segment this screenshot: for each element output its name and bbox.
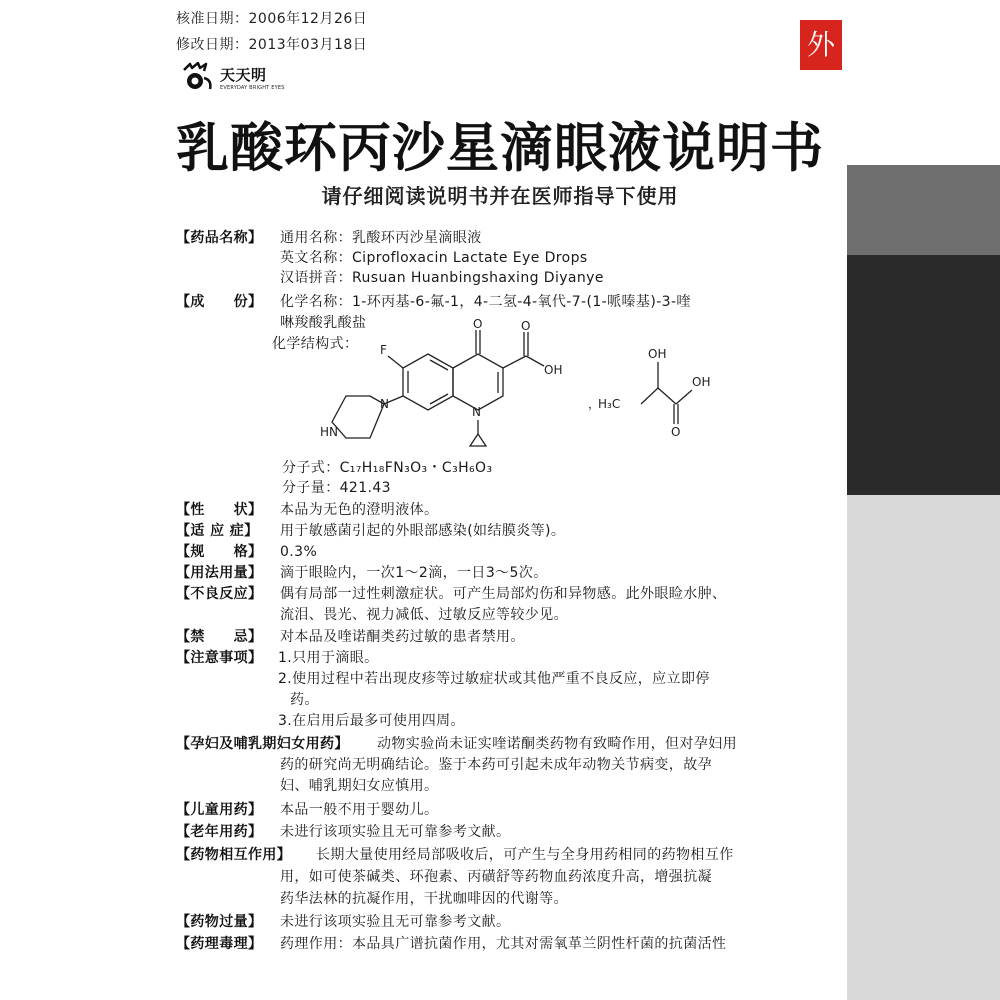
chemical-name-line1: 化学名称：1-环丙基-6-氟-1，4-二氢-4-氧代-7-(1-哌嗪基)-3-喹 xyxy=(280,294,691,310)
dosage-text: 滴于眼睑内，一次1～2滴，一日3～5次。 xyxy=(280,565,548,581)
geriatric-text: 未进行该项实验且无可靠参考文献。 xyxy=(280,824,511,840)
indications-text: 用于敏感菌引起的外眼部感染(如结膜炎等)。 xyxy=(280,523,566,539)
precaution-item-3: 3.在启用后最多可使用四周。 xyxy=(278,713,465,729)
label-pediatric: 【儿童用药】 xyxy=(176,802,263,818)
brand-logo xyxy=(180,62,300,98)
acid-oxygen-label: O xyxy=(521,319,531,333)
oxo-oxygen-label: O xyxy=(473,317,483,331)
label-adverse-reactions: 【不良反应】 xyxy=(176,586,263,602)
fluorine-label: F xyxy=(380,343,387,357)
precaution-item-2-line1: 2.使用过程中若出现皮疹等过敏症状或其他严重不良反应，应立即停 xyxy=(278,671,710,687)
chemical-name-line2: 啉羧酸乳酸盐 xyxy=(280,315,367,331)
pregnancy-text-line2: 药的研究尚无明确结论。鉴于本药可引起未成年动物关节病变，故孕 xyxy=(280,757,712,773)
molecular-weight: 分子量：421.43 xyxy=(282,480,391,496)
pregnancy-text-line3: 妇、哺乳期妇女应慎用。 xyxy=(280,778,439,794)
piperazine-nh-label: HN xyxy=(320,425,338,439)
label-precautions: 【注意事项】 xyxy=(176,650,263,666)
specification-text: 0.3% xyxy=(280,544,318,560)
english-name: 英文名称：Ciprofloxacin Lactate Eye Drops xyxy=(280,250,588,266)
piperazine-nitrogen-label: N xyxy=(380,397,389,411)
label-indications: 【适 应 症】 xyxy=(176,523,259,539)
eye-logo-icon xyxy=(180,62,216,92)
salt-separator: ， xyxy=(588,397,601,411)
approval-date: 核准日期：2006年12月26日 xyxy=(176,11,368,27)
adverse-text-line1: 偶有局部一过性刺激症状。可产生局部灼伤和异物感。此外眼睑水肿、 xyxy=(280,586,727,602)
acid-hydroxyl-label: OH xyxy=(544,363,563,377)
label-description: 【性 状】 xyxy=(176,502,263,518)
pharmacology-text: 药理作用：本品具广谱抗菌作用，尤其对需氧革兰阴性杆菌的抗菌活性 xyxy=(280,936,727,952)
interactions-text-line1: 长期大量使用经局部吸收后，可产生与全身用药相同的药物相互作 xyxy=(316,847,734,863)
adverse-text-line2: 流泪、畏光、视力减低、过敏反应等较少见。 xyxy=(280,607,568,623)
document-title: 乳酸环丙沙星滴眼液说明书 xyxy=(176,118,824,179)
methyl-label: H₃C xyxy=(598,397,621,411)
brand-name: 天天明 xyxy=(220,66,267,84)
structure-label: 化学结构式： xyxy=(272,336,359,352)
label-specification: 【规 格】 xyxy=(176,544,263,560)
label-overdose: 【药物过量】 xyxy=(176,914,263,930)
interactions-text-line3: 药华法林的抗凝作用，干扰咖啡因的代谢等。 xyxy=(280,891,568,907)
lactic-oxygen-label: O xyxy=(671,425,681,439)
label-interactions: 【药物相互作用】 xyxy=(176,847,292,863)
external-use-badge: 外 xyxy=(800,20,842,70)
label-pregnancy: 【孕妇及哺乳期妇女用药】 xyxy=(176,736,349,752)
revision-date: 修改日期：2013年03月18日 xyxy=(176,37,368,53)
brand-tagline: EVERYDAY BRIGHT EYES xyxy=(220,85,285,91)
label-drug-name: 【药品名称】 xyxy=(176,230,263,246)
description-text: 本品为无色的澄明液体。 xyxy=(280,502,439,518)
precaution-item-1: 1.只用于滴眼。 xyxy=(278,650,379,666)
label-dosage: 【用法用量】 xyxy=(176,565,263,581)
lactic-hydroxyl-label: OH xyxy=(648,347,667,361)
pregnancy-text-line1: 动物实验尚未证实喹诺酮类药物有致畸作用，但对孕妇用 xyxy=(377,736,737,752)
pinyin-name: 汉语拼音：Rusuan Huanbingshaxing Diyanye xyxy=(280,270,604,286)
quinolone-nitrogen-label: N xyxy=(472,405,481,419)
scan-edge-shading xyxy=(847,165,1000,1000)
overdose-text: 未进行该项实验且无可靠参考文献。 xyxy=(280,914,511,930)
interactions-text-line2: 用，如可使茶碱类、环孢素、丙磺舒等药物血药浓度升高，增强抗凝 xyxy=(280,869,712,885)
pediatric-text: 本品一般不用于婴幼儿。 xyxy=(280,802,439,818)
contraindications-text: 对本品及喹诺酮类药过敏的患者禁用。 xyxy=(280,629,525,645)
precaution-item-2-line2: 药。 xyxy=(290,692,319,708)
lactic-acid-hydroxyl-label: OH xyxy=(692,375,711,389)
chemical-structure-diagram xyxy=(318,312,738,462)
label-geriatric: 【老年用药】 xyxy=(176,824,263,840)
label-pharmacology: 【药理毒理】 xyxy=(176,936,263,952)
generic-name: 通用名称：乳酸环丙沙星滴眼液 xyxy=(280,230,482,246)
label-contraindications: 【禁 忌】 xyxy=(176,629,263,645)
document-subtitle: 请仔细阅读说明书并在医师指导下使用 xyxy=(321,184,679,208)
molecular-formula: 分子式：C₁₇H₁₈FN₃O₃・C₃H₆O₃ xyxy=(282,460,493,476)
label-composition: 【成 份】 xyxy=(176,294,263,310)
